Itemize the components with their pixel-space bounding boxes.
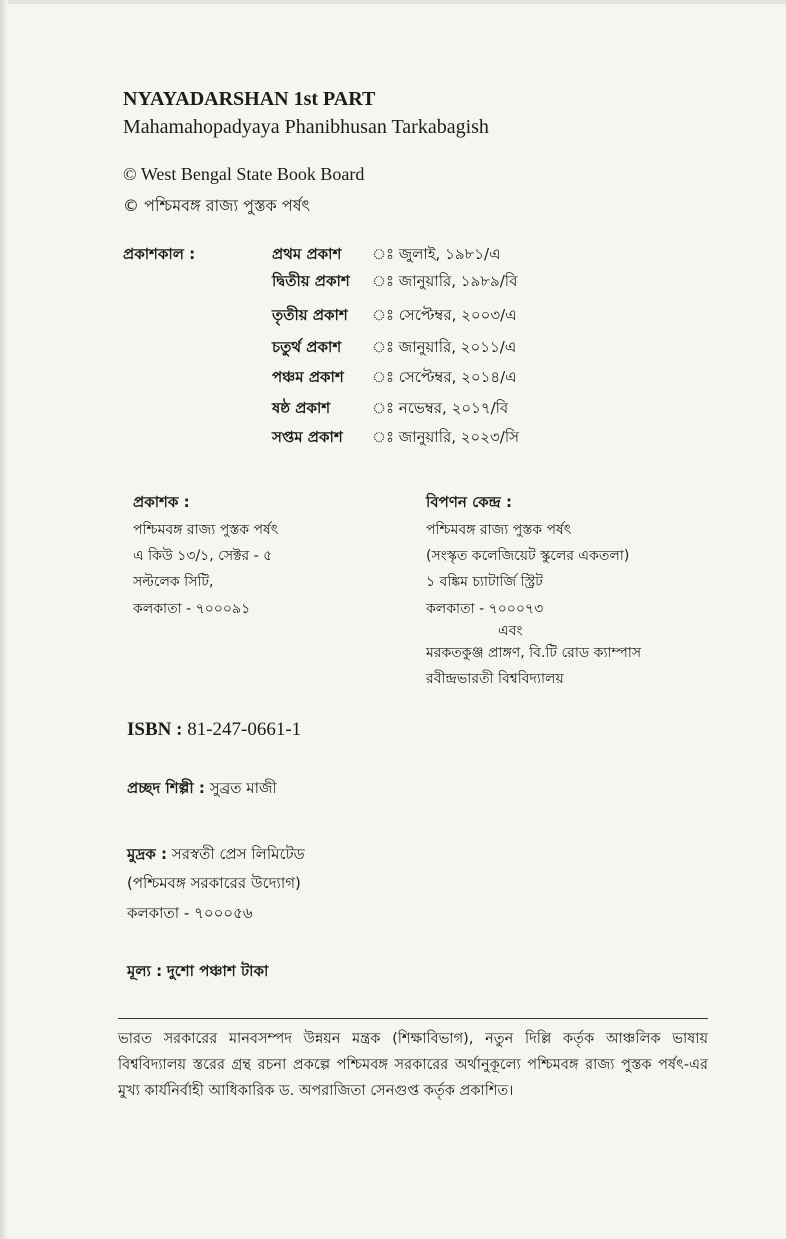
printer-value: সরস্বতী প্রেস লিমিটেড: [171, 845, 305, 863]
edition-label: দ্বিতীয় প্রকাশ: [272, 272, 350, 290]
printer-detail: কলকাতা - ৭০০০৫৬: [127, 904, 253, 922]
copyright-english: © West Bengal State Book Board: [123, 164, 365, 184]
publisher-line: পশ্চিমবঙ্গ রাজ্য পুস্তক পর্ষৎ: [133, 522, 279, 538]
marketing-conjunction: এবং: [498, 623, 523, 639]
publisher-line: কলকাতা - ৭০০০৯১: [133, 601, 251, 617]
book-author: Mahamahopadyaya Phanibhusan Tarkabagish: [123, 116, 489, 138]
edition-label: ষষ্ঠ প্রকাশ: [272, 399, 331, 417]
copyright-bengali: © পশ্চিমবঙ্গ রাজ্য পুস্তক পর্ষৎ: [123, 196, 311, 215]
publisher-line: সল্টলেক সিটি,: [133, 574, 214, 590]
price-line: [127, 960, 268, 985]
edition-value: ঃ সেপ্টেম্বর, ২০০৩/এ: [372, 306, 517, 324]
price-value: দুশো পঞ্চাশ টাকা: [166, 962, 269, 980]
edition-label: তৃতীয় প্রকাশ: [272, 306, 348, 324]
scan-left-edge: [0, 0, 8, 1239]
isbn-line: [127, 719, 301, 741]
edition-label: পঞ্চম প্রকাশ: [272, 368, 344, 386]
marketing-line: মরকতকুঞ্জ প্রাঙ্গণ, বি.টি রোড ক্যাম্পাস: [426, 645, 642, 661]
marketing-line: কলকাতা - ৭০০০৭৩: [426, 601, 544, 617]
isbn-label: ISBN :: [127, 719, 183, 740]
publisher-line: এ কিউ ১৩/১, সেক্টর - ৫: [133, 548, 273, 564]
publisher-heading: প্রকাশক :: [133, 493, 190, 511]
edition-value: ঃ সেপ্টেম্বর, ২০১৪/এ: [372, 368, 517, 386]
printer-line: [127, 843, 305, 868]
cover-artist-value: সুব্রত মাজী: [209, 779, 277, 797]
isbn-value: 81-247-0661-1: [187, 719, 302, 740]
price-label: মূল্য :: [127, 962, 163, 980]
edition-value: ঃ জুলাই, ১৯৮১/এ: [372, 245, 501, 263]
marketing-line: পশ্চিমবঙ্গ রাজ্য পুস্তক পর্ষৎ: [426, 522, 572, 538]
marketing-line: (সংস্কৃত কলেজিয়েট স্কুলের একতলা): [426, 548, 630, 564]
printer-label: মুদ্রক :: [127, 845, 168, 863]
footer-note: ভারত সরকারের মানবসম্পদ উন্নয়ন মন্ত্রক (শিক্ষাবিভাগ), নতুন দিল্লি কর্তৃক আঞ্চলিক ভাষায় বিশ্ববিদ্যালয় স্তরের গ্রন্থ রচনা প্রকল্পে পশ্চিমবঙ্গ সরকারের অর্থানুকূল্যে পশ্চিমবঙ্গ রাজ্য পুস্তক পর্ষৎ-এর মুখ্য কার্যনির্বাহী আধিকারিক ড. অপরাজিতা সেনগুপ্ত কর্তৃক প্রকাশিত।: [118, 1031, 708, 1099]
marketing-line: রবীন্দ্রভারতী বিশ্ববিদ্যালয়: [426, 671, 564, 687]
edition-label: সপ্তম প্রকাশ: [272, 428, 343, 446]
printer-detail: (পশ্চিমবঙ্গ সরকারের উদ্যোগ): [127, 874, 301, 892]
edition-value: ঃ নভেম্বর, ২০১৭/বি: [372, 399, 509, 417]
editions-heading: প্রকাশকাল :: [123, 245, 196, 263]
edition-value: ঃ জানুয়ারি, ২০১১/এ: [372, 338, 517, 356]
scan-top-edge: [0, 0, 786, 4]
edition-value: ঃ জানুয়ারি, ১৯৮৯/বি: [372, 272, 518, 290]
cover-artist-line: [127, 777, 277, 802]
marketing-heading: বিপণন কেন্দ্র :: [426, 493, 513, 511]
edition-value: ঃ জানুয়ারি, ২০২৩/সি: [372, 428, 520, 446]
edition-label: চতুর্থ প্রকাশ: [272, 338, 342, 356]
edition-label: প্রথম প্রকাশ: [272, 245, 342, 263]
cover-artist-label: প্রচ্ছদ শিল্পী :: [127, 779, 205, 797]
book-title: NYAYADARSHAN 1st PART: [123, 88, 376, 110]
marketing-line: ১ বঙ্কিম চ্যাটার্জি স্ট্রিট: [426, 574, 543, 590]
footer-divider: [118, 1018, 708, 1019]
